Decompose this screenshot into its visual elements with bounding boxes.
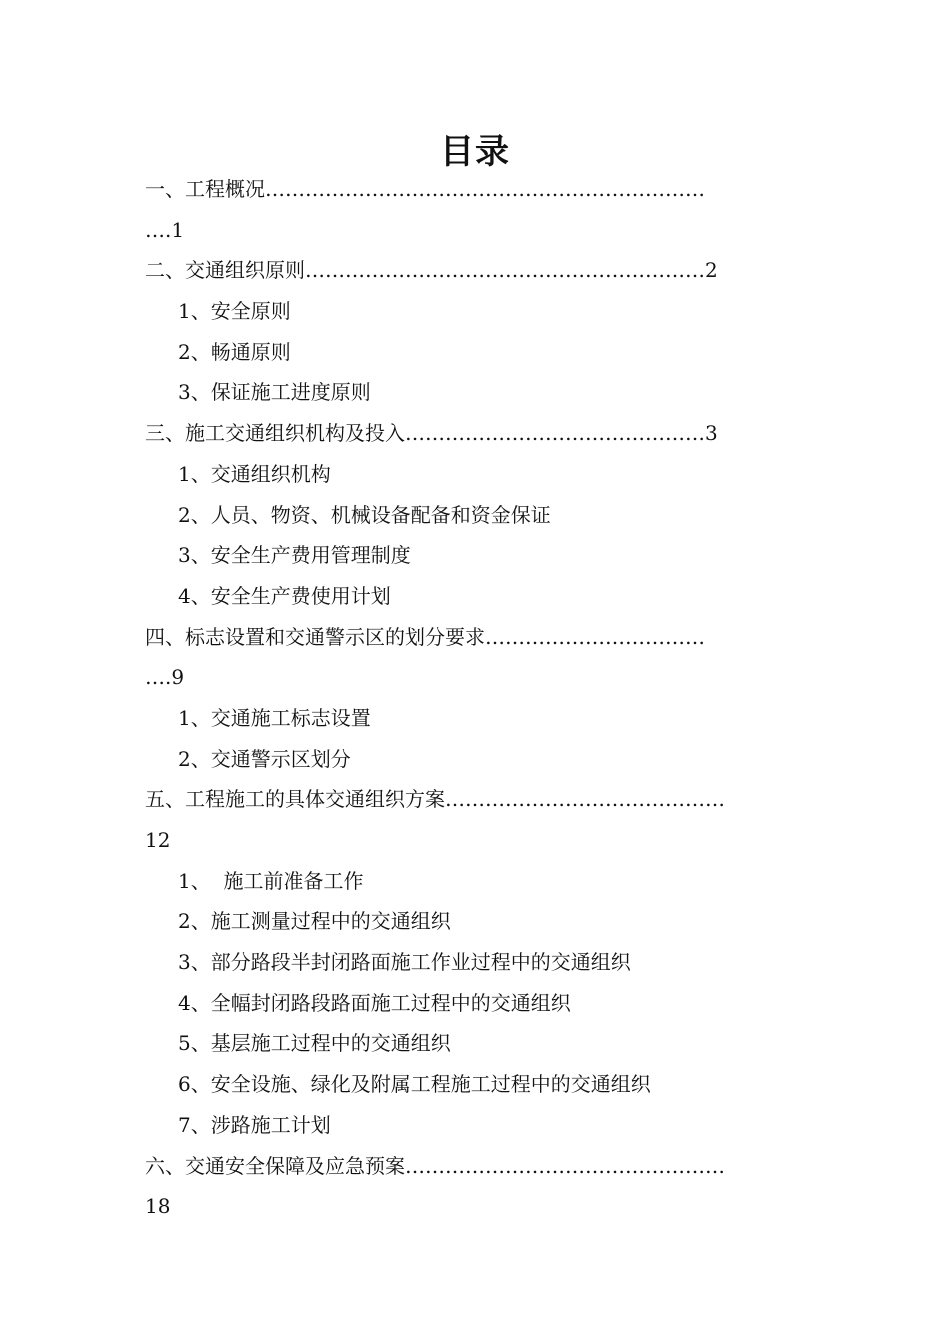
toc-subentry: 1、交通施工标志设置 <box>178 705 371 730</box>
toc-leader-dots: …………………………… <box>485 624 705 649</box>
toc-entry-section-5 <box>145 779 805 820</box>
toc-subentry: 4、安全生产费使用计划 <box>178 583 391 608</box>
toc-subentry: 1、安全原则 <box>178 299 291 324</box>
toc-subentry: 7、涉路施工计划 <box>178 1112 331 1137</box>
toc-subentry: 2、畅通原则 <box>178 339 291 364</box>
toc-leader-dots: ………………………………………3 <box>405 421 718 446</box>
toc-entry-label: 一、工程概况 <box>145 177 265 201</box>
toc-entry-label: 三、施工交通组织机构及投入 <box>145 421 405 446</box>
toc-title: 目录 <box>440 132 510 172</box>
toc-leader-dots: ………………………………………… <box>405 1153 725 1178</box>
toc-page-ref: ….1 <box>145 217 185 242</box>
toc-entry-label: 五、工程施工的具体交通组织方案 <box>145 787 445 812</box>
toc-page-ref: 18 <box>145 1194 171 1219</box>
table-of-contents <box>145 169 805 1227</box>
toc-subentry: 3、保证施工进度原则 <box>178 380 371 405</box>
toc-page-ref: 12 <box>145 828 171 852</box>
toc-entry-label: 六、交通安全保障及应急预案 <box>145 1153 405 1178</box>
toc-entry-page-number <box>145 820 805 861</box>
toc-entry-label: 四、标志设置和交通警示区的划分要求 <box>145 624 485 649</box>
toc-subentry: 5、基层施工过程中的交通组织 <box>178 1031 451 1056</box>
toc-subentry: 6、安全设施、绿化及附属工程施工过程中的交通组织 <box>178 1072 651 1097</box>
toc-entry-section-6 <box>145 1146 805 1187</box>
toc-entry-section-4 <box>145 617 805 658</box>
toc-entry-page-number <box>145 657 805 698</box>
toc-entry-section-3 <box>145 413 805 454</box>
toc-subentry: 2、人员、物资、机械设备配备和资金保证 <box>178 502 551 527</box>
toc-entry-section-2 <box>145 250 805 291</box>
toc-entry-page-number <box>145 1186 805 1227</box>
toc-subentry: 3、安全生产费用管理制度 <box>178 543 411 568</box>
toc-subentry: 2、交通警示区划分 <box>178 746 351 771</box>
toc-subentry: 3、部分路段半封闭路面施工作业过程中的交通组织 <box>178 950 631 975</box>
toc-leader-dots: ……………………………………………………2 <box>305 258 718 283</box>
toc-subentry: 1、交通组织机构 <box>178 461 331 486</box>
toc-leader-dots: ………………………………………………………… <box>265 177 705 201</box>
toc-subentry: 2、施工测量过程中的交通组织 <box>178 909 451 934</box>
toc-page-ref: ….9 <box>145 665 185 690</box>
toc-entry-section-1 <box>145 169 805 210</box>
toc-entry-page-number <box>145 210 805 251</box>
toc-leader-dots: …………………………………… <box>445 787 725 812</box>
toc-entry-label: 二、交通组织原则 <box>145 258 305 283</box>
toc-subentry: 1、 施工前准备工作 <box>178 868 364 893</box>
toc-subentry: 4、全幅封闭路段路面施工过程中的交通组织 <box>178 990 571 1015</box>
